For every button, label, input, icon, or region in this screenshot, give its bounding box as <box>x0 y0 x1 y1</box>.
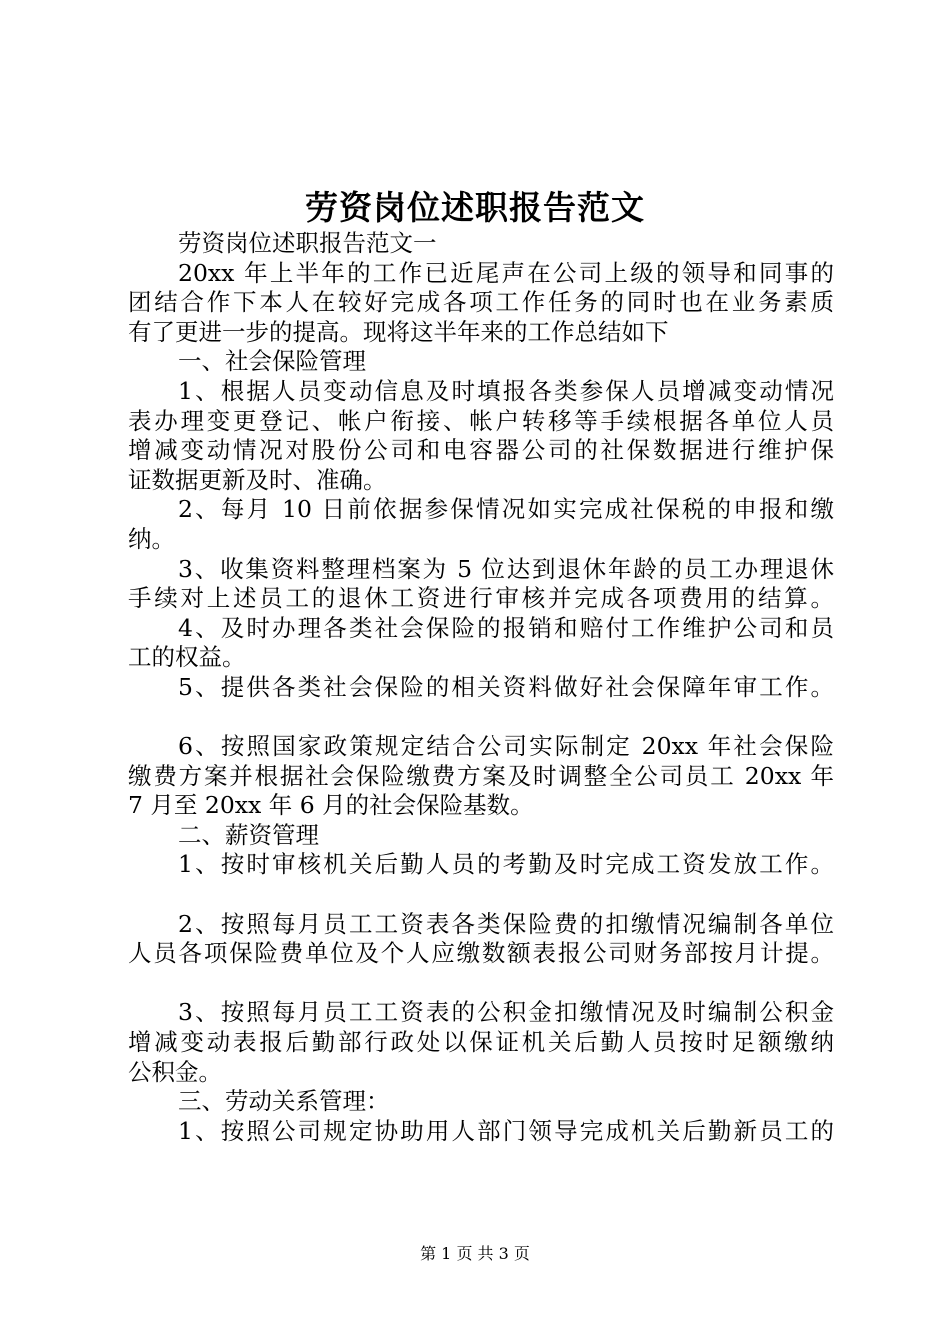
body-line <box>128 318 834 348</box>
body-line <box>128 673 834 703</box>
body-line-text: 二、薪资管理 <box>178 820 319 849</box>
body-line <box>128 436 834 466</box>
body-line-text: 2、按照每月员工工资表各类保险费的扣缴情况编制各单位 <box>178 909 834 938</box>
body-line <box>128 1087 834 1117</box>
body-line-text: 工的权益。 <box>128 643 246 672</box>
document-body <box>128 229 834 1146</box>
body-line <box>128 910 834 940</box>
body-line-text: 7 月至 20xx 年 6 月的社会保险基数。 <box>128 791 534 820</box>
body-line-text: 20xx 年上半年的工作已近尾声在公司上级的领导和同事的 <box>178 258 834 287</box>
body-line <box>128 732 834 762</box>
body-line-text: 增减变动情况对股份公司和电容器公司的社保数据进行维护保 <box>128 436 834 465</box>
body-line-text: 1、根据人员变动信息及时填报各类参保人员增减变动情况 <box>178 376 834 405</box>
body-line <box>128 525 834 555</box>
blank-line <box>128 880 834 910</box>
body-line-text: 5、提供各类社会保险的相关资料做好社会保障年审工作。 <box>178 672 834 701</box>
body-line-text: 三、劳动关系管理： <box>178 1087 390 1116</box>
body-line-text: 增减变动表报后勤部行政处以保证机关后勤人员按时足额缴纳 <box>128 1028 834 1057</box>
body-line <box>128 259 834 289</box>
blank-line <box>128 703 834 733</box>
body-line <box>128 821 834 851</box>
body-line-text: 人员各项保险费单位及个人应缴数额表报公司财务部按月计提。 <box>128 939 834 968</box>
body-line <box>128 288 834 318</box>
body-line <box>128 555 834 585</box>
body-line-text: 一、社会保险管理 <box>178 347 366 376</box>
body-line-text: 2、每月 10 日前依据参保情况如实完成社保税的申报和缴 <box>178 495 834 524</box>
body-line <box>128 377 834 407</box>
body-line <box>128 614 834 644</box>
body-line <box>128 1058 834 1088</box>
page-footer: 第 1 页 共 3 页 <box>420 1244 530 1263</box>
body-line <box>128 584 834 614</box>
body-line-text: 3、按照每月员工工资表的公积金扣缴情况及时编制公积金 <box>178 998 834 1027</box>
document-title: 劳资岗位述职报告范文 <box>305 188 645 227</box>
body-line <box>128 466 834 496</box>
body-line-text: 4、及时办理各类社会保险的报销和赔付工作维护公司和员 <box>178 613 834 642</box>
body-line <box>128 850 834 880</box>
blank-line <box>128 969 834 999</box>
body-line <box>128 998 834 1028</box>
body-line-text: 手续对上述员工的退休工资进行审核并完成各项费用的结算。 <box>128 584 834 613</box>
body-line <box>128 643 834 673</box>
body-line <box>128 407 834 437</box>
body-line <box>128 791 834 821</box>
body-line-text: 公积金。 <box>128 1057 222 1086</box>
body-line <box>128 1028 834 1058</box>
body-line-text: 有了更进一步的提高。现将这半年来的工作总结如下 <box>128 317 669 346</box>
body-line-text: 1、按时审核机关后勤人员的考勤及时完成工资发放工作。 <box>178 850 834 879</box>
body-line-text: 缴费方案并根据社会保险缴费方案及时调整全公司员工 20xx 年 <box>128 761 834 790</box>
body-line <box>128 495 834 525</box>
body-line-text: 6、按照国家政策规定结合公司实际制定 20xx 年社会保险 <box>178 732 834 761</box>
body-line-text: 1、按照公司规定协助用人部门领导完成机关后勤新员工的 <box>178 1116 834 1145</box>
body-line <box>128 229 834 259</box>
body-line-text: 表办理变更登记、帐户衔接、帐户转移等手续根据各单位人员 <box>128 406 834 435</box>
body-line-text: 纳。 <box>128 524 175 553</box>
body-line-text: 证数据更新及时、准确。 <box>128 465 387 494</box>
body-line <box>128 347 834 377</box>
body-line <box>128 1117 834 1147</box>
body-line-text: 3、收集资料整理档案为 5 位达到退休年龄的员工办理退休 <box>178 554 834 583</box>
body-line <box>128 762 834 792</box>
body-line-text: 劳资岗位述职报告范文一 <box>178 229 437 257</box>
body-line <box>128 939 834 969</box>
body-line-text: 团结合作下本人在较好完成各项工作任务的同时也在业务素质 <box>128 288 834 317</box>
